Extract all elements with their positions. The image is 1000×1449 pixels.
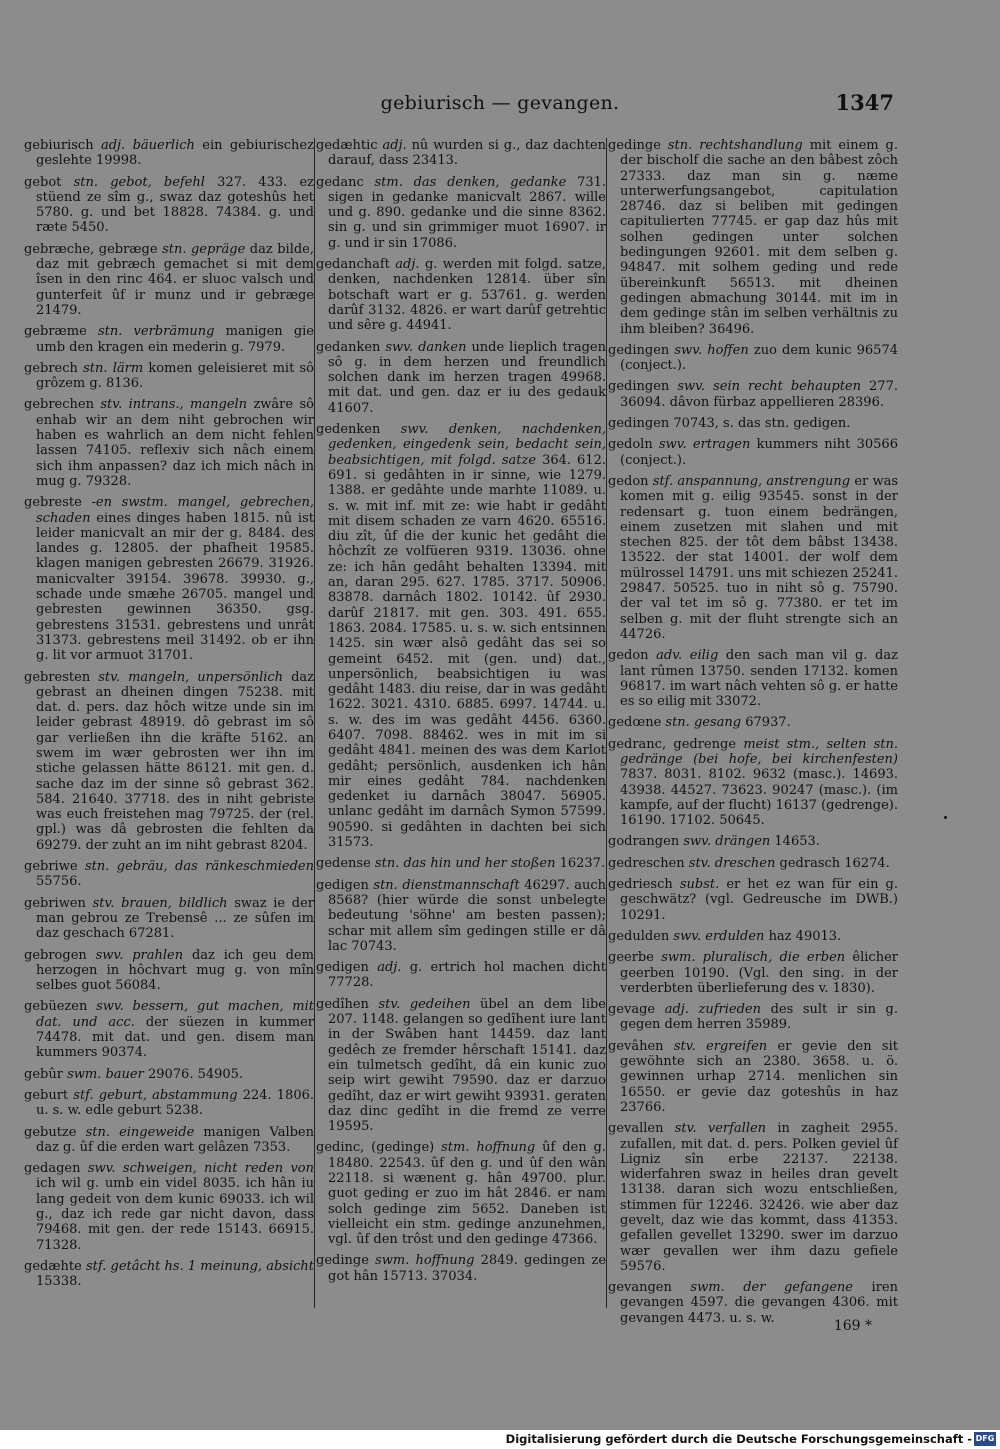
entry-text: eines dinges haben 1815. nû ist leider manicvalt an mir der g. 8484. des landes g. 12805. der phafheit 19585. klagen manigen gebresten 26679. 31926. manicvalter 39154. 39678. 39930. g., schade unde smæhe 26705. mangel und gebresten gewinnen 36350. gsg. gebrestens 31531. gebrestens und unrât 31373. gebrestens meil 31492. ob er ihn g. lit vor armuot 31701. <box>36 510 314 664</box>
entry-grammar: stn. gebot, befehl <box>73 174 205 190</box>
entry-text: 14653. <box>774 834 820 850</box>
entry-headword: gebrogen <box>24 947 87 963</box>
entry-grammar: adj. zufrieden <box>664 1002 761 1018</box>
dictionary-entry <box>24 999 314 1060</box>
entry-grammar: adj. <box>395 257 420 273</box>
entry-headword: gevage <box>608 1002 656 1018</box>
dictionary-entry <box>316 340 606 416</box>
entry-text: daz ich geu dem herzogen in hôchvart mug g. von mîn selbes guot 56084. <box>36 947 315 994</box>
dictionary-entry <box>316 257 606 333</box>
entry-headword: geburt <box>24 1087 69 1103</box>
entry-headword: gedon <box>608 648 649 664</box>
entry-headword: gedanken <box>316 339 381 355</box>
entry-text: 277. 36094. dâvon fürbaz appellieren 28396. <box>620 379 898 410</box>
entry-text: in zagheit 2955. zufallen, mit dat. d. pers. Polken geviel ûf Ligniz sîn erbe 22137. 22138. widerfahren swaz in heiles dran gevelt 13138. daran sich wozu entschließen, stimmen für 12246. 32426. wie aber daz gevelt, daz wie das kommt, dass 41353. gefallen gevellet 13290. swer im darzuo wær gevallen wer ihm dazu gefiele 59576. <box>620 1121 898 1274</box>
dictionary-entry <box>608 343 898 374</box>
entry-text: zwâre sô enhab wir an dem niht gebrochen wir haben es wahrlich an dem nicht fehlen lassen 74105. reflexiv sich nâch einem sich ihm anpassen? daz ich mich nâch in mug g. 79328. <box>36 397 314 489</box>
column-rule <box>314 138 315 1308</box>
entry-text: 16237. <box>559 856 606 872</box>
column-rule <box>606 138 607 1308</box>
entry-headword: godrangen <box>608 834 680 850</box>
dictionary-entry <box>608 138 898 337</box>
entry-grammar: stn. verbrämung <box>97 324 215 340</box>
dictionary-entry <box>24 1067 314 1082</box>
entry-text: ich wil g. umb ein videl 8035. ich hân iu lang gedeit von dem kunic 69033. ich wil g., daz ich rede gar nicht davon, dass 79468. mit gen. der rede 15143. 66915. 71328. <box>36 1176 314 1253</box>
entry-text: 7837. 8031. 8102. 9632 (masc.). 14693. 43938. 44527. 73623. 90247 (masc.). (im kampfe, auf der flucht) 16137 (gedrenge). 16190. 17102. 50645. <box>620 767 898 829</box>
entry-headword: gedingen <box>608 379 670 395</box>
dictionary-entry <box>24 324 314 355</box>
entry-grammar: swv. bessern, gut machen, mit dat. und acc. <box>36 999 315 1030</box>
entry-grammar: stn. dienstmannschaft <box>373 877 520 893</box>
entry-headword: gedenken <box>316 422 381 438</box>
entry-headword: gebriwe <box>24 859 78 875</box>
entry-headword: gedingen <box>608 416 670 432</box>
dictionary-entry <box>24 175 314 236</box>
entry-headword: gedinc, (gedinge) <box>316 1140 435 1156</box>
entry-grammar: stn. rechtshandlung <box>667 138 803 153</box>
entry-grammar: swm. pluralisch, die erben <box>661 950 846 966</box>
entry-text: 731. sigen in gedanke manicvalt 2867. wille und g. 890. gedanke und die sinne 8362. sin g. und sin grimmiger muot 16907. ir g. und ir sin 17086. <box>328 174 607 251</box>
entry-headword: gebrech <box>24 360 78 376</box>
entry-headword: gedoln <box>608 437 653 453</box>
signature-mark: 169 * <box>833 1318 872 1334</box>
entry-grammar: stn. gesang <box>665 715 742 731</box>
entry-headword: gedæhte <box>24 1258 82 1274</box>
entry-headword: gedinge <box>316 1253 369 1269</box>
entry-grammar: adj. <box>377 960 402 976</box>
dictionary-entry <box>608 1002 898 1033</box>
entry-headword: gedulden <box>608 928 670 944</box>
entry-text: zuo dem kunic 96574 (conject.). <box>620 342 898 374</box>
entry-grammar: stv. ergreifen <box>673 1038 768 1054</box>
entry-headword: gebreste <box>24 495 82 511</box>
dictionary-entry <box>316 175 606 251</box>
entry-grammar: adj. bäuerlich <box>100 138 195 153</box>
entry-headword: gebriwen <box>24 895 86 911</box>
entry-grammar: swv. erdulden <box>673 928 765 944</box>
dictionary-entry <box>24 670 314 854</box>
dictionary-entry <box>24 397 314 489</box>
entry-grammar: stn. eingeweide <box>85 1124 195 1140</box>
entry-text: swaz ie der man gebrou ze Trebensê ... ze sûfen im daz geschach 67281. <box>36 895 314 942</box>
entry-headword: gevâhen <box>608 1038 664 1054</box>
entry-headword: gedigen <box>316 960 369 976</box>
entry-text: daz bilde, daz mit gebræch gemachet si mit dem îsen in den rinc 464. er sluoc valsch und gunterfeit ûf ir munz und ir gebræge 21479. <box>36 241 315 318</box>
entry-grammar: adv. eilig <box>656 648 719 664</box>
entry-headword: gedîhen <box>316 996 369 1012</box>
dictionary-entry <box>24 361 314 392</box>
entry-grammar: stv. verfallen <box>674 1121 767 1137</box>
entry-grammar: stv. mangeln, unpersönlich <box>98 669 284 685</box>
entry-text: 224. 1806. u. s. w. edle geburt 5238. <box>36 1087 315 1119</box>
column-1 <box>24 138 314 1318</box>
entry-text: 67937. <box>745 715 791 731</box>
column-2 <box>316 138 606 1318</box>
entry-headword: gedreschen <box>608 855 685 871</box>
entry-text: ein gebiurischez geslehte 19998. <box>36 138 314 169</box>
entry-headword: gedigen <box>316 877 369 893</box>
dictionary-entry <box>608 929 898 944</box>
dictionary-entry <box>608 379 898 410</box>
entry-grammar: stn. gebräu, das ränkeschmieden <box>84 859 314 875</box>
entry-headword: gebûr <box>24 1066 63 1082</box>
entry-text: 29076. 54905. <box>147 1066 244 1082</box>
dictionary-entry <box>316 856 606 871</box>
dictionary-entry <box>608 648 898 709</box>
entry-headword: gebræche, gebræge <box>24 241 158 257</box>
entry-text: g. werden mit folgd. satze, denken, nachdenken 12814. über sîn botschaft wart er g. 53761. g. werden darûf 3132. 4826. er wart darûf getrehtic und sêre g. 44941. <box>328 257 606 334</box>
dictionary-entry <box>24 948 314 994</box>
entry-text: 70743, s. das stn. gedigen. <box>673 416 851 432</box>
entry-grammar: swm. hoffnung <box>375 1253 475 1269</box>
entry-grammar: stf. geburt, abstammung <box>73 1087 238 1103</box>
entry-text: der süezen in kummer 74478. mit dat. und gen. disem man kummers 90374. <box>36 1014 314 1061</box>
dictionary-entry <box>316 1253 606 1284</box>
entry-headword: gedanc <box>316 174 364 190</box>
dictionary-entry <box>608 416 898 431</box>
entry-text: übel an dem libe 207. 1148. gelangen so gedîhent iure lant in der Swâben hant 14459. daz lant gedêch ze fremder hêrschaft 15141. daz ein tulmetsch gedîht, dâ ein kunic zuo seip wirt gewiht 79590. daz er darzuo gedîht, daz er wirt gewiht 93931. geraten daz dinc gedîht in die fremd ze verre 19595. <box>328 996 606 1135</box>
dictionary-entry <box>608 856 898 871</box>
entry-grammar: swv. drängen <box>683 834 771 850</box>
entry-grammar: stn. das hin und her stoßen <box>374 856 556 872</box>
dictionary-entry <box>316 1140 606 1247</box>
entry-grammar: subst. <box>679 877 720 893</box>
dictionary-entry <box>608 1039 898 1115</box>
entry-text: êlicher geerben 10190. (Vgl. den sing. in der verderbten überlieferung des v. 1830). <box>620 950 898 996</box>
dictionary-entry <box>24 1161 314 1253</box>
entry-text: unde lieplich tragen sô g. in dem herzen und freundlich solchen dank im herzen tragen 49968. mit dat. und gen. daz er iu des gedauk 41607. <box>328 339 606 416</box>
dictionary-entry <box>608 1121 898 1274</box>
entry-headword: gevangen <box>608 1280 672 1296</box>
dictionary-columns <box>24 138 899 1326</box>
dictionary-entry <box>24 859 314 890</box>
dictionary-entry <box>608 950 898 996</box>
dictionary-entry <box>316 422 606 850</box>
entry-headword: gebræme <box>24 324 87 340</box>
dictionary-entry <box>24 138 314 169</box>
entry-text: mit einem g. der bischolf die sache an den bâbest zôch 27333. daz man sin g. næme unterwerfungsangebot, capitulation 28746. daz si beliben mit gedingen capitulierten 77745. er gap daz hûs mit solhen gedingen unter solchen bedingungen 92601. mit dem selben g. 94847. mit solhem geding und rede übereinkunft 56513. mit dheinen gedingen abmachung 30144. mit im in dem gedinge stân im selben verhältnis zu ihm bleiben? 36496. <box>620 138 899 337</box>
entry-text: 327. 433. ez stüend ze sîm g., swaz daz goteshûs het 5780. g. und bet 18828. 74384. g. und ræte 5450. <box>36 174 314 236</box>
entry-text: g. ertrich hol machen dicht 77728. <box>328 960 607 991</box>
dictionary-entry <box>608 715 898 730</box>
entry-text: 15338. <box>36 1274 82 1290</box>
dictionary-entry <box>608 474 898 642</box>
entry-grammar: stn. lärm <box>83 360 144 376</box>
entry-grammar: stm. hoffnung <box>441 1140 536 1156</box>
entry-grammar: swv. schweigen, nicht reden von <box>87 1161 314 1177</box>
page-header <box>0 92 1000 122</box>
dictionary-entry <box>608 437 898 468</box>
entry-headword: gedriesch <box>608 877 673 893</box>
entry-grammar: meist stm., selten stn. gedränge (bei hofe, bei kirchenfesten) <box>620 736 899 767</box>
entry-headword: gedœne <box>608 715 662 731</box>
entry-headword: gebiurisch <box>24 138 94 153</box>
dictionary-entry <box>608 877 898 923</box>
entry-headword: geerbe <box>608 950 654 966</box>
page-number: 1347 <box>835 90 894 115</box>
entry-headword: gedinge <box>608 138 661 153</box>
dictionary-entry <box>316 878 606 954</box>
entry-headword: gedense <box>316 856 371 872</box>
entry-text: manigen gie umb den kragen ein mederin g. 7979. <box>36 324 314 355</box>
dictionary-entry <box>24 896 314 942</box>
entry-text: 2849. gedingen ze got hân 15713. 37034. <box>328 1253 607 1284</box>
entry-text: 364. 612. 691. si gedâhten in ir sinne, wie 1279. 1388. er gedâhte unde marhte 11089. u. s. w. mit inf. mit ze: wie habt ir gedâht mit disem schaden ze varn 4620. 65516. diu zît, ûf die der kunic het gedâht die hôchzît ze volfüeren 9319. 13036. ohne ze: ich hân gedâht behalten 13394. mit an, daran 295. 627. 1785. 3717. 50906. 83878. darnâch 1802. 10142. ûf 2930. darûf 21817. mit gen. 303. 491. 655. 1863. 2084. 17585. u. s. w. sich entsinnen 1425. sin wær alsô gedâht das sei so gemeint 6452. mit (gen. und) dat., unpersönlich, beabsichtigen iu was gedâht 1483. diu reise, dar in was gedâht 1622. 3021. 4310. 6885. 6997. 14744. u. s. w. des im was gedâht 4456. 6360. 6407. 7098. 88462. wes in mit im si gedâht 4841. meinen des was dem Karlot gedâht; persönlich, ausdenken ich hân mir eines gedâht 784. nachdenken gedenket iu darnâch 38047. 56905. unlanc gedâht im darnâch Symon 57599. 90590. si gedâhten in dachten bei sich 31573. <box>328 452 606 851</box>
entry-grammar: stm. das denken, gedanke <box>374 174 567 190</box>
dictionary-entry <box>316 138 606 169</box>
entry-grammar: swv. prahlen <box>95 947 184 963</box>
dictionary-entry <box>24 1259 314 1290</box>
dictionary-entry <box>316 997 606 1135</box>
entry-headword: gevallen <box>608 1121 664 1137</box>
entry-headword: gedæhtic <box>316 138 378 153</box>
dictionary-entry <box>608 737 898 829</box>
entry-grammar: stn. gepräge <box>162 241 246 257</box>
entry-grammar: swv. hoffen <box>674 342 749 358</box>
entry-headword: gedagen <box>24 1161 81 1177</box>
entry-grammar: stf. getâcht hs. 1 meinung, absicht <box>86 1258 314 1274</box>
entry-text: nû wurden si g., daz dachten darauf, dass 23413. <box>328 138 606 169</box>
entry-grammar: swv. danken <box>385 339 467 355</box>
entry-headword: gedanchaft <box>316 257 390 273</box>
entry-grammar: swv. denken, nachdenken, gedenken, eingedenk sein, bedacht sein, beabsichtigen, mit folgd. satze <box>328 422 606 468</box>
entry-text: er was komen mit g. eilig 93545. sonst in der redensart g. tuon einem bedrängen, einem zusetzen mit slahen und mit stechen 825. der tôt dem bâbst 13438. 13522. der stat 14001. der wolf dem mülrossel 14791. uns mit schiezen 25241. 29847. 50525. tuo in niht sô g. 75790. der val tet im sô g. 77380. er tet im selben g. mit der fluht strengte sich an 44726. <box>620 473 899 642</box>
entry-text: er het ez wan für ein g. geschwätz? (vgl. Gedreusche im DWB.) 10291. <box>620 877 898 923</box>
entry-headword: gedingen <box>608 342 670 358</box>
entry-text: kummers niht 30566 (conject.). <box>620 437 898 468</box>
entry-text: gedrasch 16274. <box>779 855 890 871</box>
running-title: gebiurisch — gevangen. <box>380 92 620 114</box>
entry-grammar: swm. der gefangene <box>690 1280 853 1296</box>
entry-text: haz 49013. <box>768 928 842 944</box>
entry-grammar: swm. bauer <box>67 1066 144 1082</box>
entry-grammar: -en swstm. mangel, gebrechen, schaden <box>36 495 314 526</box>
entry-headword: gebüezen <box>24 999 88 1015</box>
entry-headword: gedranc, gedrenge <box>608 736 737 752</box>
scan-speck <box>944 816 947 819</box>
entry-grammar: stf. anspannung, anstrengung <box>652 473 851 489</box>
entry-grammar: swv. ertragen <box>658 437 751 453</box>
entry-text: komen geleisieret mit sô grôzem g. 8136. <box>36 360 315 392</box>
dictionary-entry <box>24 242 314 318</box>
footer-credit: Digitalisierung gefördert durch die Deutsche Forschungsgemeinschaft - <box>505 1432 972 1446</box>
entry-text: ûf den g. 18480. 22543. ûf den g. und ûf den wân 22118. si wænent g. hân 49700. plur. guot geding er zuo im hât 2846. er nam solch gedinge zim 5652. Daneben ist vielleicht ein stm. gedinge anzunehmen, vgl. ûf den trôst und den gedinge 47366. <box>328 1140 606 1248</box>
entry-headword: gedon <box>608 473 649 489</box>
dictionary-entry <box>24 1125 314 1156</box>
entry-text: er gevie den sit gewöhnte sich an 2380. 3658. u. ö. gewinnen urhap 2714. menlichen sin 16550. er gevie daz goteshûs in haz 23766. <box>620 1038 898 1115</box>
entry-grammar: adj. <box>382 138 407 153</box>
entry-grammar: stv. brauen, bildlich <box>92 895 228 911</box>
dictionary-entry <box>24 495 314 663</box>
entry-headword: gebrechen <box>24 397 94 413</box>
entry-text: 55756. <box>36 874 82 890</box>
entry-text: den sach man vil g. daz lant rûmen 13750. senden 17132. komen 96817. im wart nâch vehten sô g. er hatte es so eilig mit 33072. <box>620 648 898 710</box>
dictionary-entry <box>316 960 606 991</box>
entry-headword: gebutze <box>24 1124 77 1140</box>
entry-text: iren gevangen 4597. die gevangen 4306. mit gevangen 4473. u. s. w. <box>620 1280 898 1326</box>
entry-text: daz gebrast an dheinen dingen 75238. mit dat. d. pers. daz hôch witze unde sin im leider gebrast 48919. dô gebrast im sô gar verließen ihn die kräfte 5162. an swem im wær gebrosten wer ihn im stiche gelassen hätte 86121. mit gen. d. sache daz im der sinne sô gebrast 362. 584. 21640. 37718. des in niht gebriste was euch freistehen mag 79725. der (rel. gpl.) was dâ gebrosten die fehlten da 69279. der zuht an im niht gebrast 8204. <box>36 669 314 853</box>
entry-headword: gebot <box>24 174 62 190</box>
entry-grammar: stv. dreschen <box>688 855 776 871</box>
entry-grammar: stv. gedeihen <box>378 996 471 1012</box>
footer-bar <box>0 1430 1000 1449</box>
dfg-logo-icon: DFG <box>974 1432 996 1446</box>
entry-text: des sult ir sin g. gegen dem herren 35989. <box>620 1002 898 1033</box>
entry-text: manigen Valben daz g. ûf die erden wart gelâzen 7353. <box>36 1124 314 1155</box>
dictionary-entry <box>608 834 898 849</box>
dictionary-entry <box>24 1088 314 1119</box>
entry-headword: gebresten <box>24 669 91 685</box>
entry-text: 46297. auch 8568? (hier würde die sonst unbelegte bedeutung 'söhne' am besten passen); schar mit allem sîm gedingen stille er dâ lac 70743. <box>328 877 606 954</box>
entry-grammar: swv. sein recht behaupten <box>677 379 861 395</box>
entry-grammar: stv. intrans., mangeln <box>100 397 248 413</box>
